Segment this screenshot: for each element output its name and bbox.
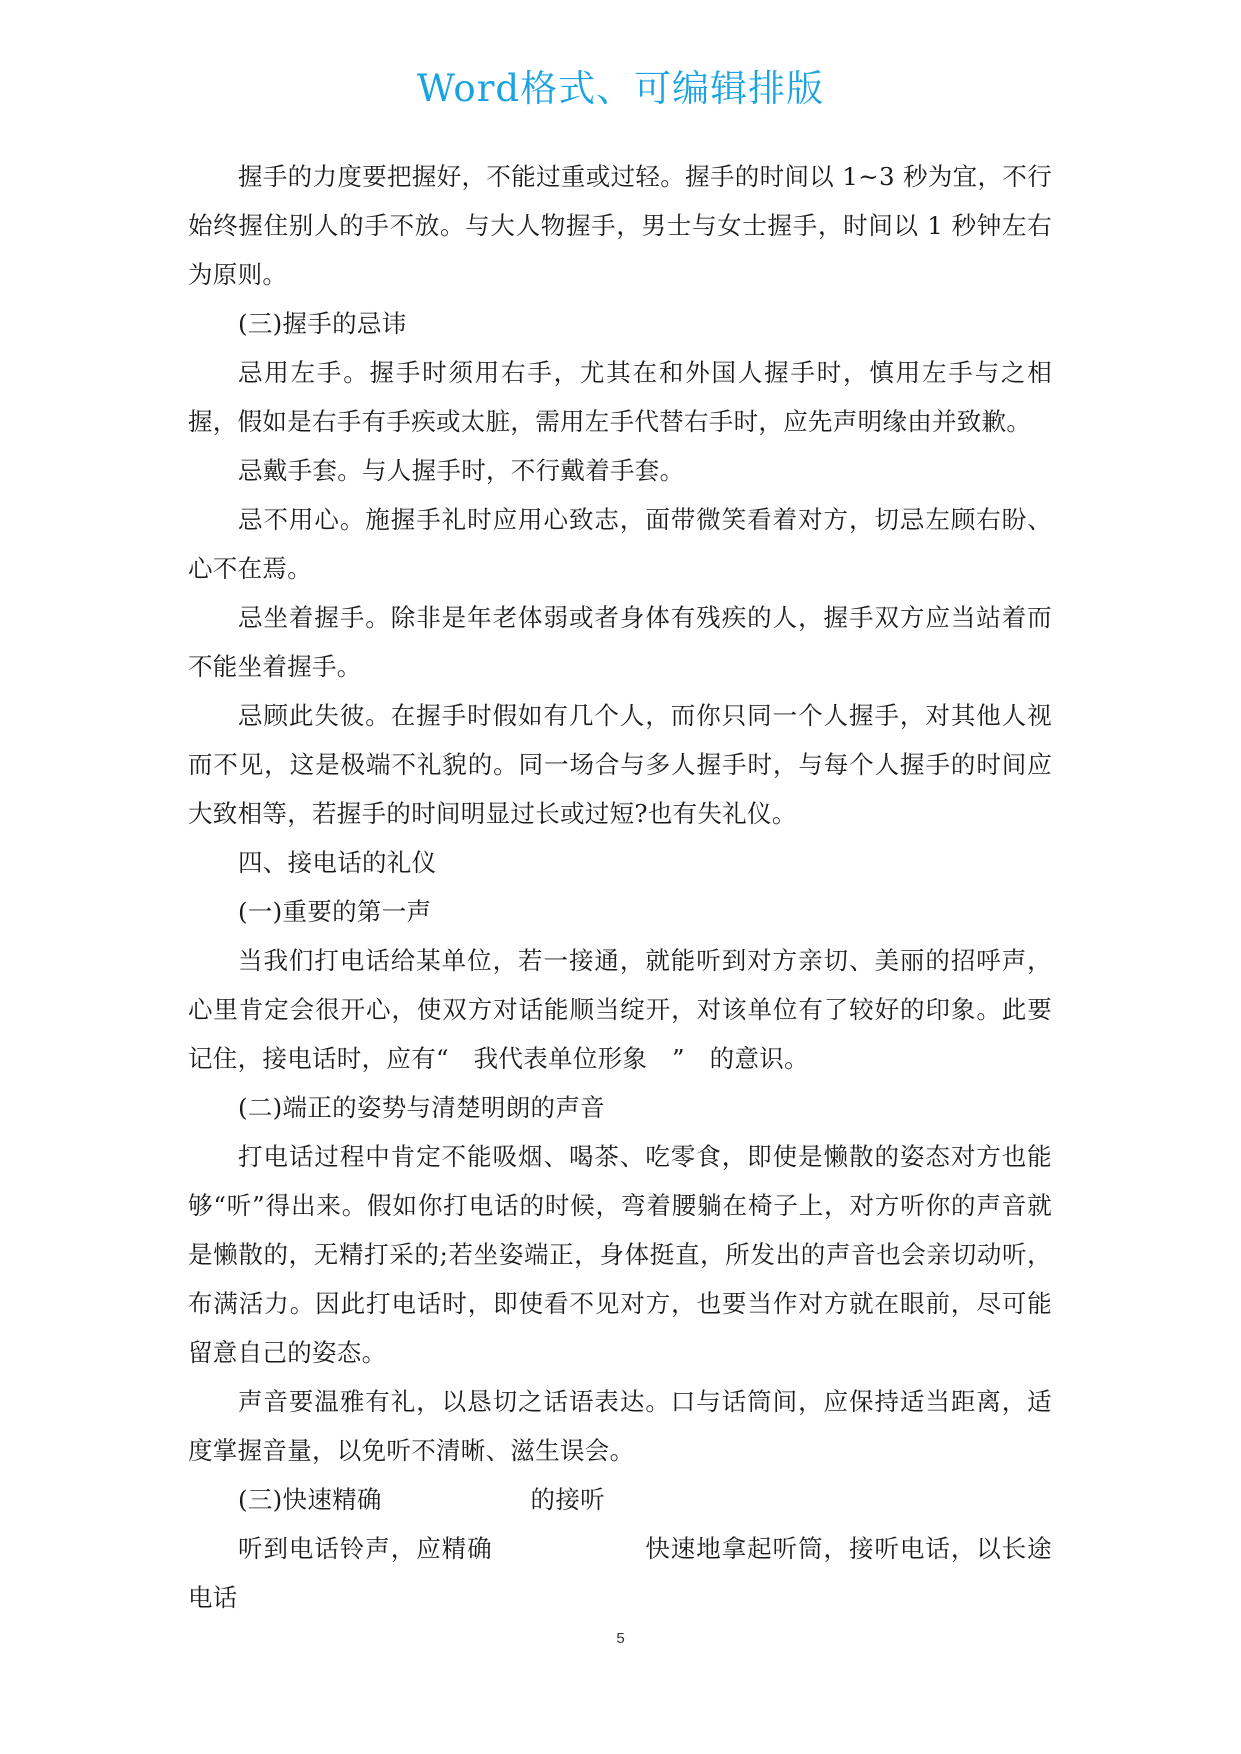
paragraph-taboo-inattentive: 忌不用心。施握手礼时应用心致志，面带微笑看着对方，切忌左顾右盼、心不在焉。 [188,505,1052,583]
paragraph-taboo-sitting: 忌坐着握手。除非是年老体弱或者身体有残疾的人，握手双方应当站着而不能坐着握手。 [188,603,1052,681]
heading-posture-voice: (二)端正的姿势与清楚明朗的声音 [238,1093,605,1122]
heading-handshake-taboos: (三)握手的忌讳 [238,309,407,338]
paragraph-taboo-left-hand: 忌用左手。握手时须用右手，尤其在和外国人握手时，慎用左手与之相握，假如是右手有手疾或太脏，需用左手代替右手时，应先声明缘由并致歉。 [188,358,1052,436]
paragraph-voice: 声音要温雅有礼，以恳切之话语表达。口与话筒间，应保持适当距离，适度掌握音量，以免听不清晰、滋生误会。 [188,1387,1052,1465]
paragraph-handshake-strength: 握手的力度要把握好，不能过重或过轻。握手的时间以 1~3 秒为宜，不行始终握住别人的手不放。与大人物握手，男士与女士握手，时间以 1 秒钟左右为原则。 [188,162,1052,289]
page-number: 5 [616,1630,625,1647]
document-body [188,152,1052,1622]
heading-quick-answer: (三)快速精确 的接听 [238,1485,605,1514]
paragraph-taboo-neglect: 忌顾此失彼。在握手时假如有几个人，而你只同一个人握手，对其他人视而不见，这是极端不礼貌的。同一场合与多人握手时，与每个人握手的时间应大致相等，若握手的时间明显过长或过短?也有失礼仪。 [188,701,1052,828]
paragraph-first-greeting: 当我们打电话给某单位，若一接通，就能听到对方亲切、美丽的招呼声，心里肯定会很开心，使双方对话能顺当绽开，对该单位有了较好的印象。此要记住，接电话时，应有“ 我代表单位形象 ” 的意识。 [188,946,1052,1073]
paragraph-quick-answer: 听到电话铃声，应精确 快速地拿起听筒，接听电话，以长途电话 [188,1534,1052,1612]
page-header-title: Word格式、可编辑排版 [416,67,825,110]
heading-phone-etiquette: 四、接电话的礼仪 [238,848,437,877]
paragraph-posture: 打电话过程中肯定不能吸烟、喝茶、吃零食，即使是懒散的姿态对方也能够“听”得出来。假如你打电话的时候，弯着腰躺在椅子上，对方听你的声音就是懒散的，无精打采的;若坐姿端正，身体挺直，所发出的声音也会亲切动听，布满活力。因此打电话时，即使看不见对方，也要当作对方就在眼前，尽可能留意自己的姿态。 [188,1142,1052,1367]
paragraph-taboo-gloves: 忌戴手套。与人握手时，不行戴着手套。 [238,456,685,485]
heading-first-greeting: (一)重要的第一声 [238,897,432,926]
